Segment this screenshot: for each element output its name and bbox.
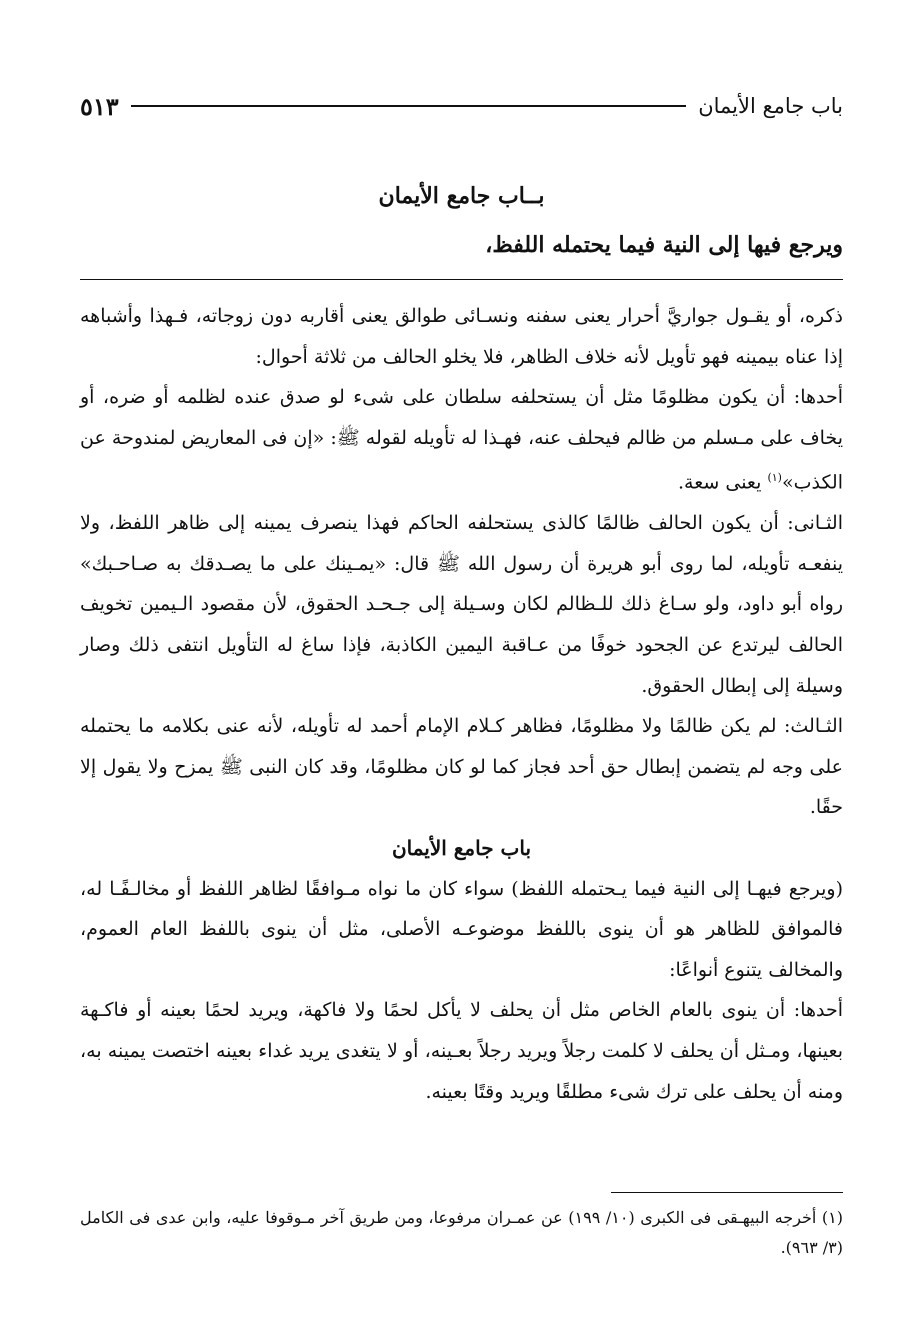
section-heading: باب جامع الأيمان <box>391 836 532 861</box>
footnote-1: (١) أخرجه البيهـقى فى الكبرى (١٠/ ١٩٩) عن عمـران مرفوعا، ومن طريق آخر مـوقوفا عليه، وابن عدى فى الكامل (٣/ ٩٦٣). <box>80 1208 844 1257</box>
running-title: باب جامع الأيمان <box>698 94 843 118</box>
paragraph-second-case: الثـانى: أن يكون الحالف ظالمًا كالذى يستحلفه الحاكم فهذا ينصرف يمينه إلى ظاهر اللفظ، ولا ينفعـه تأويله، لما روى أبو هريرة أن رسول الله ﷺ قال: «يمـينك على ما يصـدقك به صـاحـبك» رواه أبو داود، ولو سـاغ ذلك للـظالم لكان وسـيلة إلى جـحـد الحقوق، لأن مقصود الـيمين تخويف الحالف ليرتدع عن الجحود خوفًا من عـاقبة اليمين الكاذبة، فإذا ساغ له التأويل انتفى ذلك وصار وسيلة إلى إبطال الحقوق. <box>80 512 843 697</box>
footnote-divider <box>611 1192 843 1193</box>
paragraph-intro: ذكره، أو يقـول جواريَّ أحرار يعنى سفنه ونسـائى طوالق يعنى أقاربه دون زوجاته، فـهذا وأشباهه إذا عناه بيمينه فهو تأويل لأنه خلاف الظاهر، فلا يخلو الحالف من ثلاثة أحوال: <box>80 305 843 368</box>
chapter-subtitle: ويرجع فيها إلى النية فيما يحتمله اللفظ، <box>485 232 843 258</box>
body-text <box>80 296 843 1112</box>
header-rule <box>131 105 687 107</box>
chapter-title: بــاب جامع الأيمان <box>378 183 545 209</box>
footnotes <box>80 1203 843 1263</box>
paragraph-third-case: الثـالث: لم يكن ظالمًا ولا مظلومًا، فظاهر كـلام الإمام أحمد له تأويله، لأنه عنى بكلامه ما يحتمله على وجه لم يتضمن إبطال حق أحد فجاز كما لو كان مظلومًا، وقد كان النبى ﷺ يمزح ولا يقول إلا حقًا. <box>80 715 843 819</box>
paragraph-first-case-text: أحدها: أن يكون مظلومًا مثل أن يستحلفه سلطان على شىء لو صدق عنده لظلمه أو ضره، أو يخاف على مـسلم من ظالم فيحلف عنه، فهـذا له تأويله لقوله ﷺ: «إن فى المعاريض لمندوحة عن الكذب» <box>80 386 843 494</box>
paragraph-first-case-tail: يعنى سعة. <box>678 471 768 494</box>
page-number: ٥١٣ <box>80 91 119 121</box>
running-header <box>80 86 843 126</box>
section-paragraph-2: أحدها: أن ينوى بالعام الخاص مثل أن يحلف لا يأكل لحمًا ولا فاكهة، ويريد لحمًا بعينه أو فاكـهة بعينها، ومـثل أن يحلف لا كلمت رجلاً ويريد رجلاً بعـينه، أو لا يتغدى يريد غداء بعينه اختصت يمينه به، ومنه أن يحلف على ترك شىء مطلقًا ويريد وقتًا بعينه. <box>80 999 843 1103</box>
paragraph-first-case <box>80 377 843 503</box>
section-paragraph-1: (ويرجع فيهـا إلى النية فيما يـحتمله اللفظ) سواء كان ما نواه مـوافقًا لظاهر اللفظ أو مخالـفًـا له، فالموافق للظاهر هو أن ينوى باللفظ موضوعـه الأصلى، مثل أن ينوى باللفظ العام العموم، والمخالف يتنوع أنواعًا: <box>80 877 843 981</box>
footnote-marker: (١) <box>767 471 782 485</box>
title-divider <box>80 279 843 280</box>
